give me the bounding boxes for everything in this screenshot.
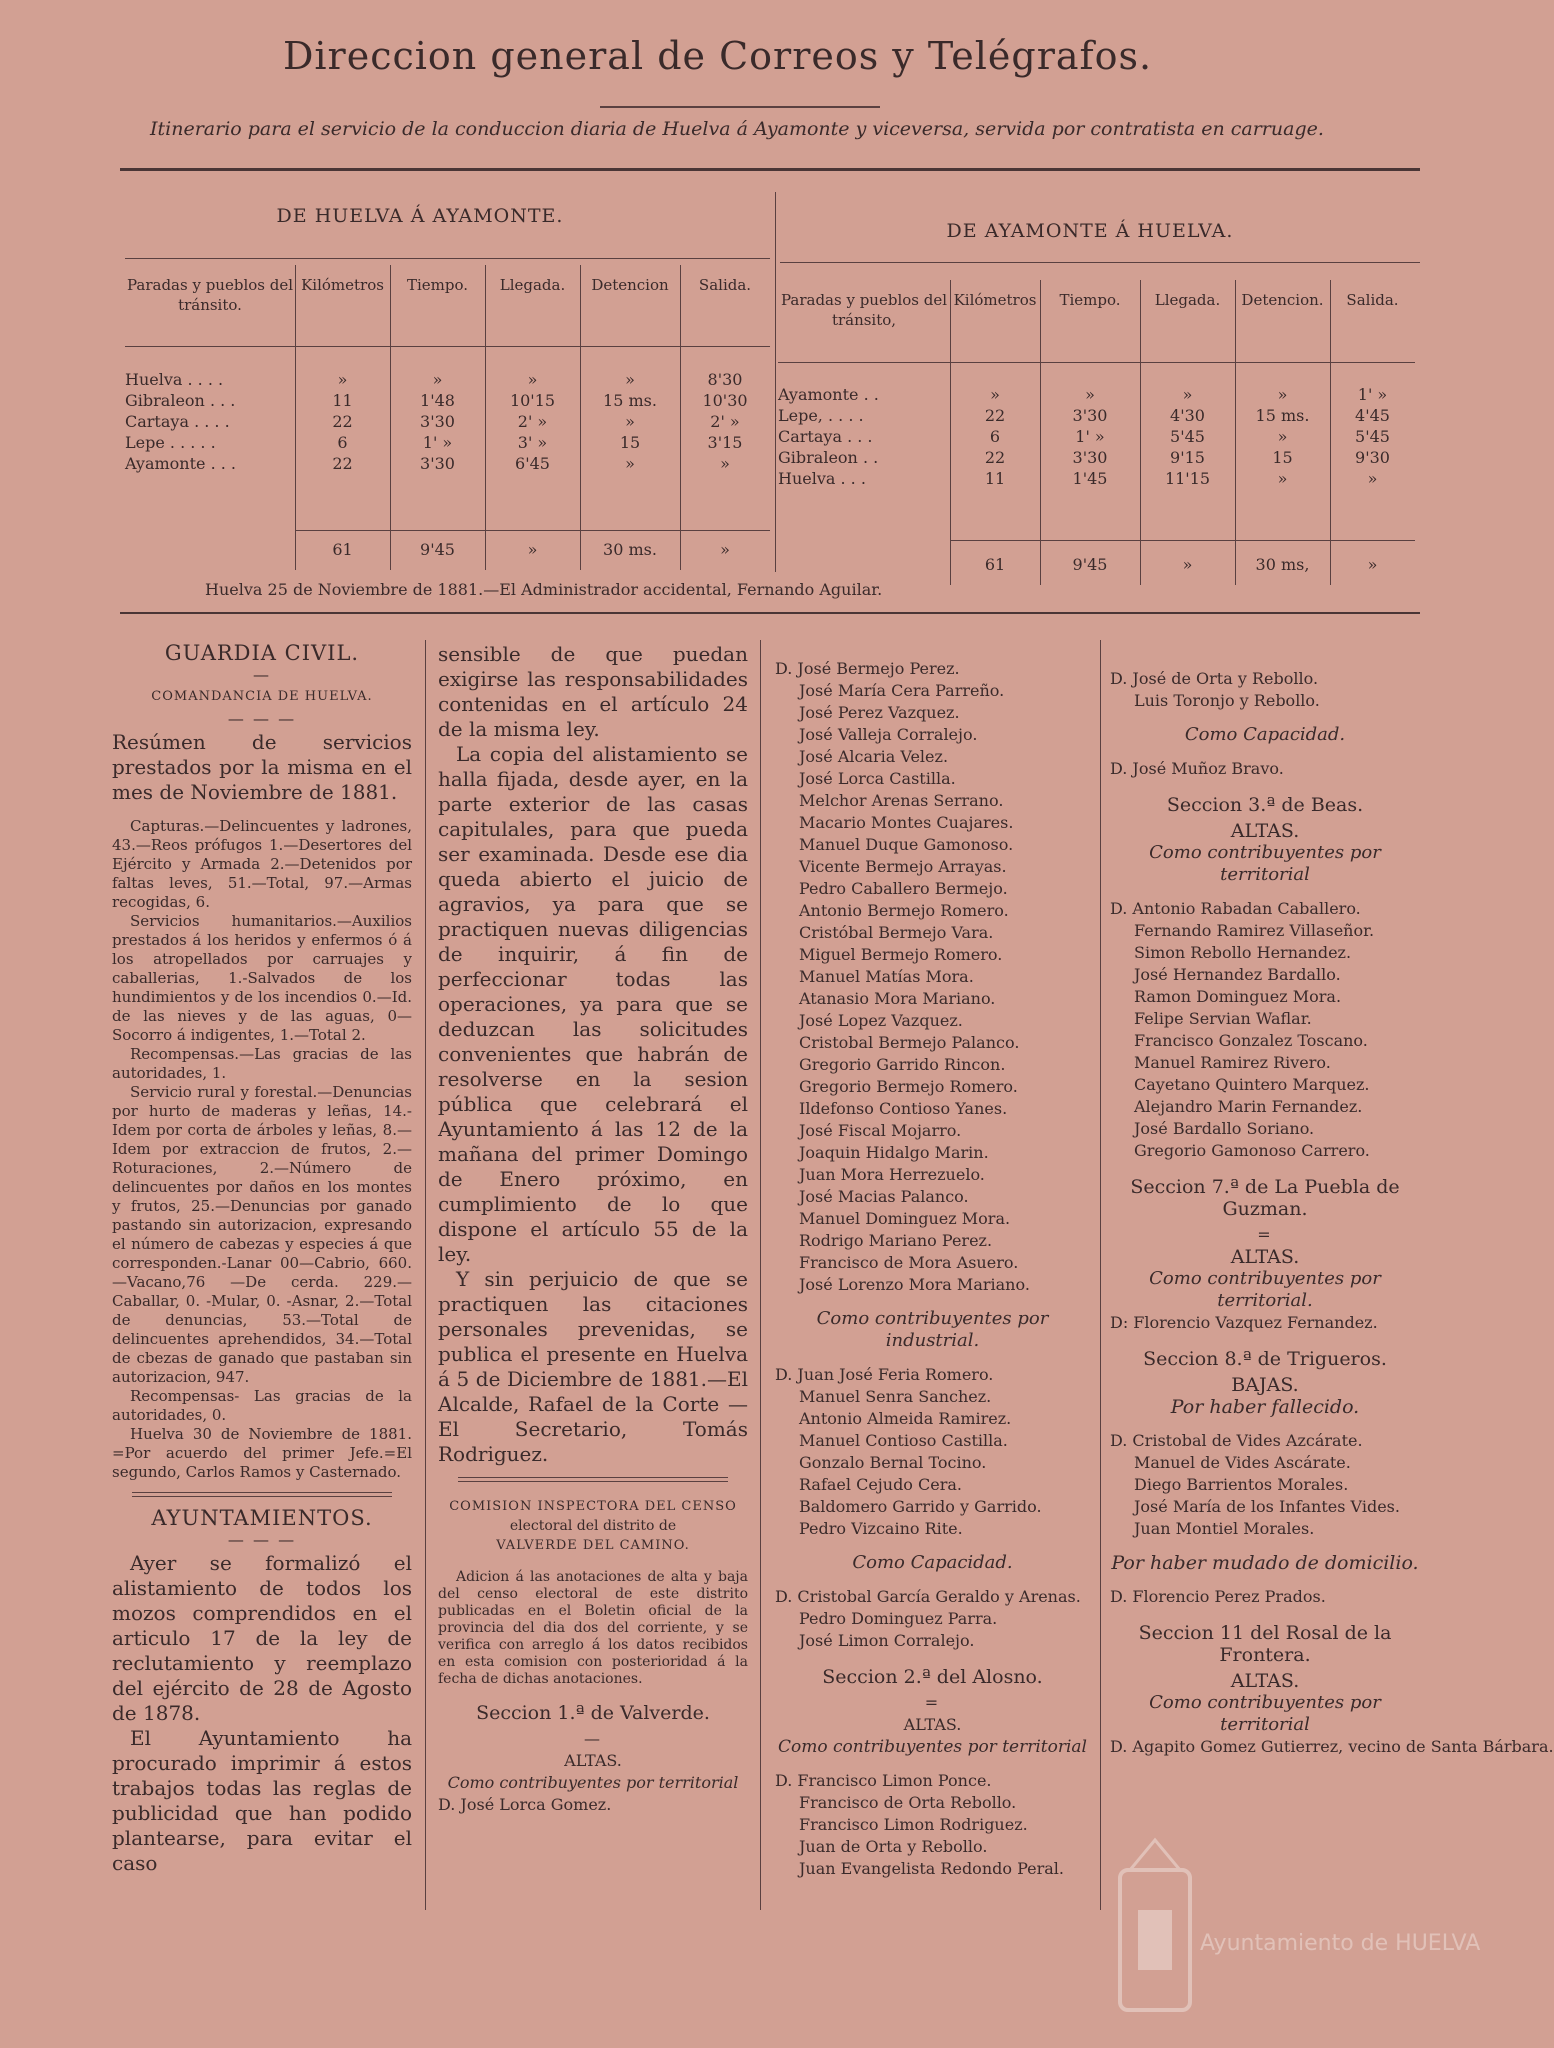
list-item: José Perez Vazquez. [799, 703, 960, 722]
spacer [1110, 886, 1420, 898]
right-cell: 9'30 [1355, 448, 1390, 467]
left-cell: 15 ms. [603, 391, 657, 410]
left-total-cell: » [527, 540, 538, 559]
short-dash: = [924, 1693, 941, 1712]
spacer [775, 1352, 1090, 1364]
guardia-rural: Servicio rural y forestal.—Denuncias por hurto de maderas y leñas, 14.-Idem por corta de árboles y leñas, 8.—Idem por extraccion de frutos, 2.—Roturaciones, 2.—Número de delincuentes por daños en los montes y frutos, 25.—Denuncias por ganado pastando sin autorizacion, expresando el número de cabezas y especies á que corresponden.-Lanar 00—Cabrio, 660.—Vacano,76 —De cerda. 229.—Caballar, 0. -Mular, 0. -Asnar, 2.—Total de denuncias, 53.—Total de delincuentes aprehendidos, 34.—Total de cbezas de ganado que pastaban sin autorizacion, 947. [112, 1083, 412, 1386]
list-item: Pedro Dominguez Parra. [799, 1609, 998, 1628]
list-item: D. José de Orta y Rebollo. [1110, 669, 1319, 688]
page-subtitle: Itinerario para el servicio de la conduccion diaria de Huelva á Ayamonte y viceversa, servida por contratista en carruage. [150, 118, 1324, 140]
left-stop-name: Gibraleon . . . [125, 391, 236, 410]
right-cell: » [1277, 469, 1288, 488]
right-total-cell: 30 ms, [1255, 555, 1310, 574]
left-column-header-1: Kilómetros [301, 276, 384, 294]
name-list-beas [1110, 898, 1420, 1162]
list-item: Simon Rebollo Hernandez. [1134, 943, 1352, 962]
seccion-valverde: Seccion 1.ª de Valverde. [476, 1702, 710, 1724]
list-item: Atanasio Mora Mariano. [799, 989, 996, 1008]
contrib-industrial-label: Como contribuyentes por industrial. [816, 1308, 1049, 1351]
section-divider [132, 1492, 392, 1497]
short-dash: — [584, 1729, 602, 1748]
right-cell: 5'45 [1170, 427, 1205, 446]
watermark-text: Ayuntamiento de HUELVA [1200, 1931, 1481, 1956]
list-item: Pedro Vizcaino Rite. [799, 1519, 963, 1538]
left-cell: » [625, 454, 635, 473]
altas-label: ALTAS. [903, 1715, 962, 1734]
contrib-territorial-label: Como contribuyentes por territorial [447, 1773, 739, 1792]
seccion-rosal: Seccion 11 del Rosal de la Frontera. [1138, 1622, 1392, 1666]
left-cell: » [337, 370, 348, 389]
name-list-rosal [1110, 1736, 1554, 1758]
right-stop-name: Cartaya . . . [778, 427, 873, 446]
altas-label: ALTAS. [1230, 1246, 1300, 1268]
right-cell: 1' » [1357, 385, 1388, 404]
right-cell: 5'45 [1355, 427, 1390, 446]
right-cell: 22 [984, 448, 1006, 467]
left-cell: » [527, 370, 538, 389]
ayuntamientos-paragraph-1: Ayer se formalizó el alistamiento de todos los mozos comprendidos en el articulo 17 de la ley de reclutamiento y reemplazo del ejército de 28 de Agosto de 1878. [112, 1551, 412, 1725]
guardia-recompensas: Recompensas.—Las gracias de las autoridades, 1. [112, 1045, 412, 1082]
left-cell: » [625, 412, 635, 431]
name-list-industrial [775, 1364, 1090, 1540]
right-cell: » [1277, 385, 1288, 404]
spacer [1110, 1574, 1420, 1586]
right-cell: 22 [984, 406, 1006, 425]
spacer [1110, 746, 1420, 758]
list-item: Gonzalo Bernal Tocino. [799, 1453, 987, 1472]
column-divider-1 [425, 640, 426, 1910]
table-top-rule [120, 168, 1420, 171]
list-item: D: Florencio Vazquez Fernandez. [1110, 1313, 1378, 1332]
list-item: Francisco Limon Rodriguez. [799, 1815, 1028, 1834]
seccion-puebla-guzman: Seccion 7.ª de La Puebla de Guzman. [1130, 1176, 1400, 1220]
right-totals-rule [950, 540, 1415, 541]
list-item: D. José Bermejo Perez. [775, 659, 960, 678]
list-item: Francisco de Mora Asuero. [799, 1253, 1019, 1272]
spacer [775, 1296, 1090, 1308]
guardia-humanitarios: Servicios humanitarios.—Auxilios prestados á los heridos y enfermos ó á los atropellados por carruajes y caballerias, 1.-Salvados de los hundimientos y de los incendios 0.—Id. de las nieves y de las aguas, 0—Socorro á indigentes, 1.—Total 2. [112, 912, 412, 1044]
left-cell: 1'48 [420, 391, 455, 410]
list-item: Juan Evangelista Redondo Peral. [799, 1859, 1064, 1878]
list-item: Juan Mora Herrezuelo. [799, 1165, 985, 1184]
list-item: José Macias Palanco. [799, 1187, 969, 1206]
list-item: D. Florencio Perez Prados. [1110, 1587, 1326, 1606]
right-cell: 3'30 [1072, 406, 1108, 425]
section-divider [458, 1477, 728, 1482]
spacer [1110, 1418, 1420, 1430]
column-guardia-civil [112, 642, 412, 1876]
spacer [775, 1540, 1090, 1552]
list-item: Melchor Arenas Serrano. [799, 791, 1004, 810]
guardia-recompensas-2: Recompensas- Las gracias de la autoridades, 0. [112, 1387, 412, 1424]
list-item: José Lopez Vazquez. [799, 1011, 963, 1030]
left-stop-name: Cartaya . . . . [125, 412, 230, 431]
left-header-rule [125, 346, 770, 347]
seccion-beas: Seccion 3.ª de Beas. [1166, 794, 1364, 816]
right-header-rule [778, 362, 1415, 363]
left-column-header-0: Paradas y pueblos del tránsito. [126, 276, 294, 314]
table-center-divider [775, 192, 776, 572]
list-item: Ramon Dominguez Mora. [1134, 987, 1342, 1006]
right-column-header-1: Kilómetros [953, 291, 1037, 309]
comandancia-subheading: COMANDANCIA DE HUELVA. [151, 689, 373, 704]
left-cell: 22 [332, 412, 353, 431]
right-cell: » [1182, 385, 1193, 404]
short-dash: — [253, 665, 271, 684]
right-total-cell: » [1367, 555, 1378, 574]
list-item: D. Juan José Feria Romero. [775, 1365, 994, 1384]
list-item: D. Francisco Limon Ponce. [775, 1771, 992, 1790]
left-stop-name: Lepe . . . . . [125, 433, 216, 452]
left-totals-rule [295, 530, 770, 531]
left-column-header-2: Tiempo. [406, 276, 469, 294]
ayuntamientos-paragraph-2: El Ayuntamiento ha procurado imprimir á estos trabajos todas las reglas de publicidad que han podido plantearse, para evitar el caso [112, 1726, 412, 1875]
right-column-header-4: Detencion. [1241, 291, 1324, 309]
column-electoral-lists-2 [1110, 668, 1554, 1758]
left-cell: » [432, 370, 443, 389]
name-list-territorial-cont [1110, 668, 1420, 712]
list-item: Francisco de Orta Rebollo. [799, 1793, 1017, 1812]
table-bottom-rule [120, 612, 1420, 614]
left-total-cell: 30 ms. [603, 540, 657, 559]
right-cell: » [1277, 427, 1288, 446]
huelva-seal-watermark [1110, 1830, 1481, 2030]
right-stop-name: Lepe, . . . . [778, 406, 864, 425]
list-item: José Lorenzo Mora Mariano. [799, 1275, 1030, 1294]
short-dash: — — — [227, 709, 297, 728]
list-item: D. Cristobal García Geraldo y Arenas. [775, 1587, 1081, 1606]
right-stop-name: Huelva . . . [778, 469, 866, 488]
left-column-header-5: Salida. [698, 276, 752, 294]
list-item: Gregorio Garrido Rincon. [799, 1055, 1006, 1074]
list-item: Antonio Bermejo Romero. [799, 901, 1009, 920]
list-item: José Valleja Corralejo. [799, 725, 978, 744]
list-item: José Lorca Castilla. [799, 769, 956, 788]
name-list-trigueros [1110, 1430, 1420, 1540]
left-cell: 10'30 [702, 391, 748, 410]
list-item: Cristobal Bermejo Palanco. [799, 1033, 1020, 1052]
contrib-territorial-label: Como contribuyentes por territorial [778, 1737, 1087, 1757]
list-item: Baldomero Garrido y Garrido. [799, 1497, 1042, 1516]
right-total-cell: » [1182, 555, 1193, 574]
list-item: José María Cera Parreño. [799, 681, 1005, 700]
left-cell: 3'15 [707, 433, 743, 452]
list-item: Cayetano Quintero Marquez. [1134, 1075, 1370, 1094]
list-item: Francisco Gonzalez Toscano. [1134, 1031, 1368, 1050]
mudado-label: Por haber mudado de domicilio. [1111, 1552, 1419, 1574]
right-column-header-0: Paradas y pueblos del tránsito, [780, 291, 948, 329]
list-item: Gregorio Gamonoso Carrero. [1134, 1141, 1370, 1160]
bajas-label: BAJAS. [1231, 1374, 1299, 1396]
guardia-intro: Resúmen de servicios prestados por la misma en el mes de Noviembre de 1881. [112, 730, 412, 804]
capacidad-label: Como Capacidad. [852, 1552, 1013, 1573]
right-cell: » [1367, 469, 1378, 488]
fallecido-label: Por haber fallecido. [1170, 1396, 1360, 1418]
comision-paragraph: Adicion á las anotaciones de alta y baja del censo electoral de este distrito publicadas en el Boletin oficial de la provincia del dia dos del corriente, y se verifica con arreglo á los datos recibidos en esta comision con posterioridad á la fecha de dichas anotaciones. [438, 1569, 748, 1687]
left-cell: 1' » [422, 433, 453, 452]
left-total-cell: » [720, 540, 730, 559]
list-item: Ildefonso Contioso Yanes. [799, 1099, 1008, 1118]
right-cell: » [990, 385, 1000, 404]
left-cell: 3'30 [420, 412, 455, 431]
column-divider-3 [1100, 640, 1101, 1910]
list-item: Pedro Caballero Bermejo. [799, 879, 1008, 898]
table-footnote: Huelva 25 de Noviembre de 1881.—El Administrador accidental, Fernando Aguilar. [205, 580, 883, 599]
left-cell: » [720, 454, 730, 473]
left-cell: 6'45 [515, 454, 550, 473]
left-total-cell: 9'45 [420, 540, 455, 559]
name-list-puebla [1110, 1312, 1420, 1334]
comision-subheading-2: VALVERDE DEL CAMINO. [496, 1538, 690, 1553]
column-divider-2 [760, 640, 761, 1910]
left-cell: 3' » [517, 433, 548, 452]
right-total-cell: 61 [984, 555, 1006, 574]
list-item: José Bardallo Soriano. [1134, 1119, 1315, 1138]
list-item: José Fiscal Mojarro. [799, 1121, 962, 1140]
list-item: Juan Montiel Morales. [1134, 1519, 1315, 1538]
name-list-capacidad [1110, 758, 1420, 780]
right-cell: 11 [984, 469, 1006, 488]
left-cell: 2' » [517, 412, 548, 431]
seccion-trigueros: Seccion 8.ª de Trigueros. [1143, 1348, 1387, 1370]
left-cell: 8'30 [707, 370, 743, 389]
ayuntamientos-paragraph-5: Y sin perjuicio de que se practiquen las citaciones personales prevenidas, se publica el presente en Huelva á 5 de Diciembre de 1881.—El Alcalde, Rafael de la Corte —El Secretario, Tomás Rodriguez. [438, 1267, 748, 1466]
contrib-territorial-label: Como contribuyentes por territorial. [1149, 1268, 1381, 1311]
list-item: Macario Montes Cuajares. [799, 813, 1014, 832]
ayuntamientos-paragraph-3: sensible de que puedan exigirse las responsabilidades contenidas en el artículo 24 de la misma ley. [438, 642, 748, 741]
right-cell: 9'15 [1170, 448, 1205, 467]
left-cell: 2' » [710, 412, 740, 431]
list-item: Manuel Ramirez Rivero. [1134, 1053, 1331, 1072]
right-cell: 4'30 [1170, 406, 1205, 425]
list-item: José María de los Infantes Vides. [1134, 1497, 1400, 1516]
left-column-header-3: Llegada. [499, 276, 566, 294]
list-item: Manuel Senra Sanchez. [799, 1387, 992, 1406]
list-item: Manuel de Vides Ascárate. [1134, 1453, 1351, 1472]
left-cell: 6 [337, 433, 348, 452]
list-item: Manuel Duque Gamonoso. [799, 835, 1014, 854]
right-column-header-5: Salida. [1346, 291, 1399, 309]
list-item: Gregorio Bermejo Romero. [799, 1077, 1018, 1096]
spacer [438, 1557, 748, 1569]
section-heading-guardia-civil: GUARDIA CIVIL. [164, 641, 360, 665]
list-item: José Limon Corralejo. [799, 1631, 975, 1650]
altas-label: ALTAS. [564, 1751, 622, 1770]
right-cell: 1'45 [1072, 469, 1108, 488]
list-item: Miguel Bermejo Romero. [799, 945, 1003, 964]
list-item: Joaquin Hidalgo Marin. [799, 1143, 989, 1162]
comision-subheading-1: electoral del distrito de [509, 1518, 677, 1534]
altas-label: ALTAS. [1230, 1670, 1300, 1692]
list-item: D. Antonio Rabadan Caballero. [1110, 899, 1361, 918]
list-item: D. José Muñoz Bravo. [1110, 759, 1284, 778]
list-item: Manuel Matías Mora. [799, 967, 974, 986]
list-item: Diego Barrientos Morales. [1134, 1475, 1349, 1494]
name-list-alosno [775, 1770, 1090, 1880]
left-total-cell: 61 [332, 540, 353, 559]
comision-heading: COMISION INSPECTORA DEL CENSO [449, 1499, 737, 1514]
right-cell: » [1085, 385, 1095, 404]
spacer [775, 1574, 1090, 1586]
altas-label: ALTAS. [1230, 820, 1300, 842]
right-cell: 3'30 [1072, 448, 1108, 467]
list-item: Felipe Servian Waflar. [1134, 1009, 1312, 1028]
column-ayuntamientos-cont [438, 642, 748, 1816]
right-cell: 6 [989, 427, 1001, 446]
contrib-territorial-label: Como contribuyentes por territorial [1149, 842, 1381, 885]
name-entry: D. José Lorca Gomez. [438, 1795, 612, 1814]
right-stop-name: Ayamonte . . [778, 385, 879, 404]
list-item: Alejandro Marin Fernandez. [1134, 1097, 1363, 1116]
guardia-signature: Huelva 30 de Noviembre de 1881. =Por acuerdo del primer Jefe.=El segundo, Carlos Ramos y Casternado. [112, 1425, 412, 1481]
right-cell: 11'15 [1164, 469, 1211, 488]
right-column-header-2: Tiempo. [1059, 291, 1121, 309]
list-item: Rafael Cejudo Cera. [799, 1475, 963, 1494]
list-item: Juan de Orta y Rebollo. [799, 1837, 988, 1856]
list-item: Vicente Bermejo Arrayas. [799, 857, 1007, 876]
right-cell: 1' » [1075, 427, 1105, 446]
list-item: José Hernandez Bardallo. [1134, 965, 1341, 984]
right-heading-rule [780, 262, 1420, 263]
list-item: Manuel Dominguez Mora. [799, 1209, 1011, 1228]
right-cell: 4'45 [1355, 406, 1390, 425]
left-cell: 11 [332, 391, 353, 410]
list-item: Antonio Almeida Ramirez. [799, 1409, 1012, 1428]
list-item: Rodrigo Mariano Perez. [799, 1231, 993, 1250]
page-title: Direccion general de Correos y Telégrafos. [282, 34, 1153, 78]
short-dash: — — — [227, 1530, 297, 1549]
list-item: Fernando Ramirez Villaseñor. [1134, 921, 1375, 940]
guardia-capturas: Capturas.—Delincuentes y ladrones, 43.—Reos prófugos 1.—Desertores del Ejército y Armada 2.—Detenidos por faltas leves, 51.—Total, 97.—Armas recogidas, 6. [112, 817, 412, 911]
name-list-mudado [1110, 1586, 1420, 1608]
name-list-capacidad [775, 1586, 1090, 1652]
spacer [1110, 1540, 1420, 1552]
list-item: Cristóbal Bermejo Vara. [799, 923, 994, 942]
left-cell: 3'30 [420, 454, 455, 473]
list-item: Manuel Contioso Castilla. [799, 1431, 1008, 1450]
left-direction-heading: DE HUELVA Á AYAMONTE. [276, 205, 564, 227]
contrib-territorial-label: Como contribuyentes por territorial [1149, 1692, 1381, 1735]
right-stop-name: Gibraleon . . [778, 448, 879, 467]
spacer [775, 1758, 1090, 1770]
list-item: Luis Toronjo y Rebollo. [1134, 691, 1320, 710]
left-stop-name: Ayamonte . . . [125, 454, 237, 473]
left-column-header-4: Detencion [591, 276, 669, 294]
right-column-header-3: Llegada. [1154, 291, 1221, 309]
capacidad-label: Como Capacidad. [1184, 724, 1346, 745]
seccion-alosno: Seccion 2.ª del Alosno. [822, 1666, 1043, 1688]
short-dash: = [1257, 1225, 1273, 1244]
right-cell: 15 [1272, 448, 1293, 467]
spacer [112, 805, 412, 817]
list-item: D. Agapito Gomez Gutierrez, vecino de Santa Bárbara. [1110, 1737, 1554, 1756]
title-underline [600, 106, 880, 108]
list-item: José Alcaria Velez. [799, 747, 949, 766]
section-heading-ayuntamientos: AYUNTAMIENTOS. [151, 1506, 373, 1530]
left-stop-name: Huelva . . . . [125, 370, 224, 389]
right-cell: 15 ms. [1255, 406, 1310, 425]
right-total-cell: 9'45 [1072, 555, 1108, 574]
left-cell: » [625, 370, 635, 389]
left-heading-rule [125, 258, 770, 259]
list-item: D. Cristobal de Vides Azcárate. [1110, 1431, 1363, 1450]
left-cell: 15 [619, 433, 641, 452]
left-cell: 22 [332, 454, 353, 473]
spacer [1110, 712, 1420, 724]
column-electoral-lists [775, 658, 1090, 1880]
ayuntamientos-paragraph-4: La copia del alistamiento se halla fijada, desde ayer, en la parte exterior de las casas capitulales, para que pueda ser examinada. Desde ese dia queda abierto el juicio de agravios, ya para que se practiquen nuevas diligencias de inquirir, á fin de perfeccionar todas las operaciones, ya para que se deduzcan las solicitudes convenientes que habrán de resolverse en la sesion pública que celebrará el Ayuntamiento á las 12 de la mañana del primer Domingo de Enero próximo, en cumplimiento de lo que dispone el artículo 55 de la ley. [438, 742, 748, 1266]
name-list-territorial [775, 658, 1090, 1296]
left-cell: 10'15 [509, 391, 556, 410]
right-direction-heading: DE AYAMONTE Á HUELVA. [946, 220, 1234, 242]
